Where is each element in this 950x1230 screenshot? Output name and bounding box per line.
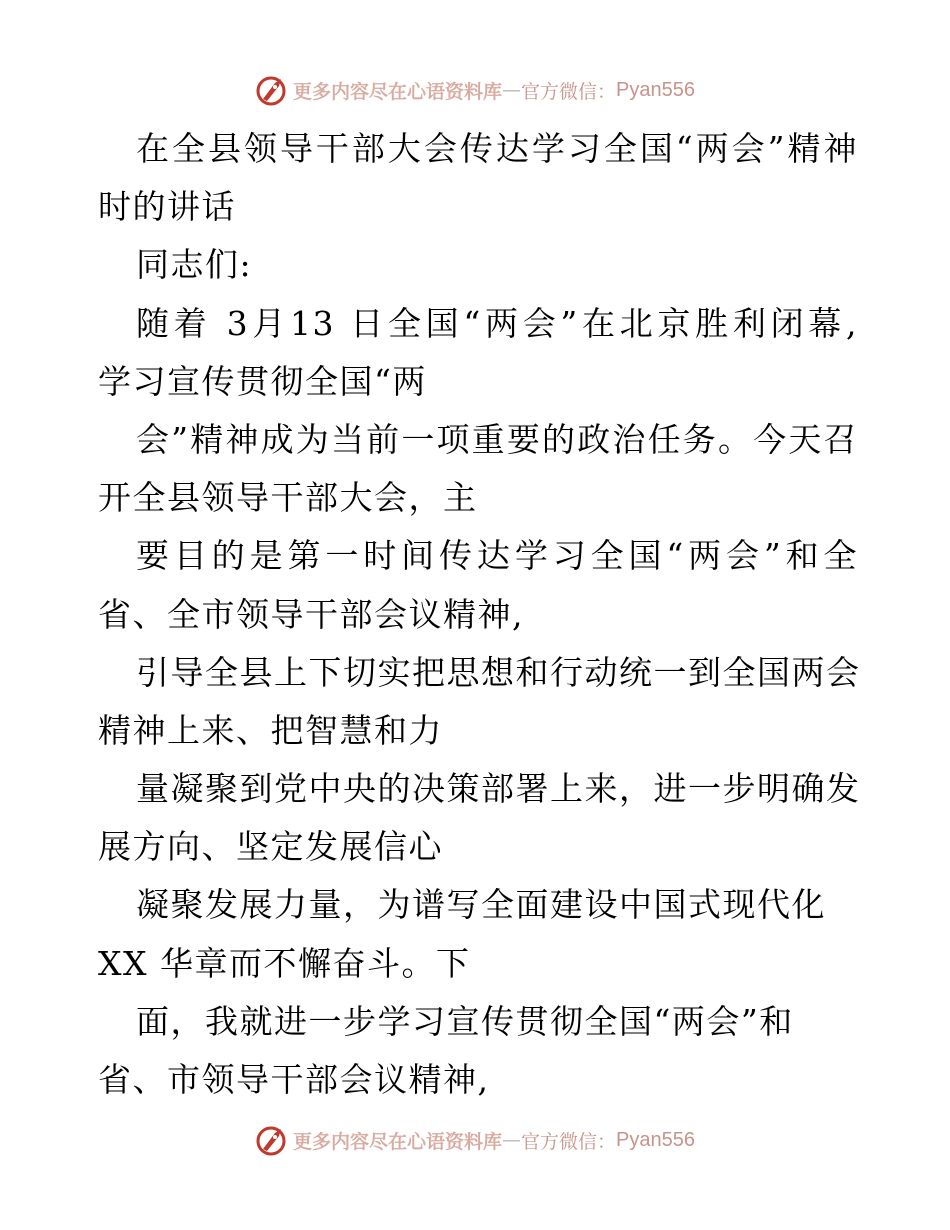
doc-line: 量凝聚到党中央的决策部署上来，进一步明确发 bbox=[136, 769, 861, 809]
banner-wechat-label: 官方微信： bbox=[521, 1130, 617, 1153]
doc-line: 引导全县上下切实把思想和行动统一到全国两会 bbox=[136, 652, 861, 692]
banner-main-text: 更多内容尽在心语资料库 bbox=[293, 1130, 503, 1153]
doc-line: 精神上来、把智慧和力 bbox=[98, 710, 443, 750]
banner-dash: — bbox=[502, 1129, 522, 1151]
doc-line: 凝聚发展力量，为谱写全面建设中国式现代化 bbox=[136, 885, 826, 925]
footer-banner bbox=[0, 1120, 950, 1160]
doc-line: 要目的是第一时间传达学习全国“两会”和全 bbox=[136, 536, 858, 576]
document-body bbox=[98, 120, 861, 1109]
doc-title-line-2: 时的讲话 bbox=[98, 187, 236, 227]
doc-line: 省、市领导干部会议精神, bbox=[98, 1060, 490, 1099]
doc-line: 面，我就进一步学习宣传贯彻全国“两会”和 bbox=[136, 1001, 794, 1041]
banner-wechat-id: Pyan556 bbox=[616, 1128, 695, 1151]
doc-salutation: 同志们: bbox=[136, 245, 253, 285]
banner-wechat-label: 官方微信： bbox=[521, 80, 617, 103]
banner-main-text: 更多内容尽在心语资料库 bbox=[293, 80, 503, 103]
doc-title-line-1: 在全县领导干部大会传达学习全国“两会”精神 bbox=[136, 129, 858, 168]
banner-dash: — bbox=[502, 79, 522, 101]
pen-nib-logo-icon bbox=[255, 73, 289, 107]
header-banner bbox=[0, 70, 950, 110]
doc-line: 开全县领导干部大会，主 bbox=[98, 478, 478, 518]
doc-line: 随着 3月13 日全国“两会”在北京胜利闭幕, bbox=[136, 303, 858, 343]
doc-line: 学习宣传贯彻全国“两 bbox=[98, 361, 427, 401]
pen-nib-logo-icon bbox=[255, 1123, 289, 1157]
doc-line: XX 华章而不懈奋斗。下 bbox=[98, 943, 471, 983]
doc-line: 省、全市领导干部会议精神, bbox=[98, 594, 524, 634]
doc-line: 展方向、坚定发展信心 bbox=[98, 827, 443, 867]
banner-wechat-id: Pyan556 bbox=[616, 78, 695, 101]
doc-line: 会”精神成为当前一项重要的政治任务。今天召 bbox=[136, 419, 858, 459]
